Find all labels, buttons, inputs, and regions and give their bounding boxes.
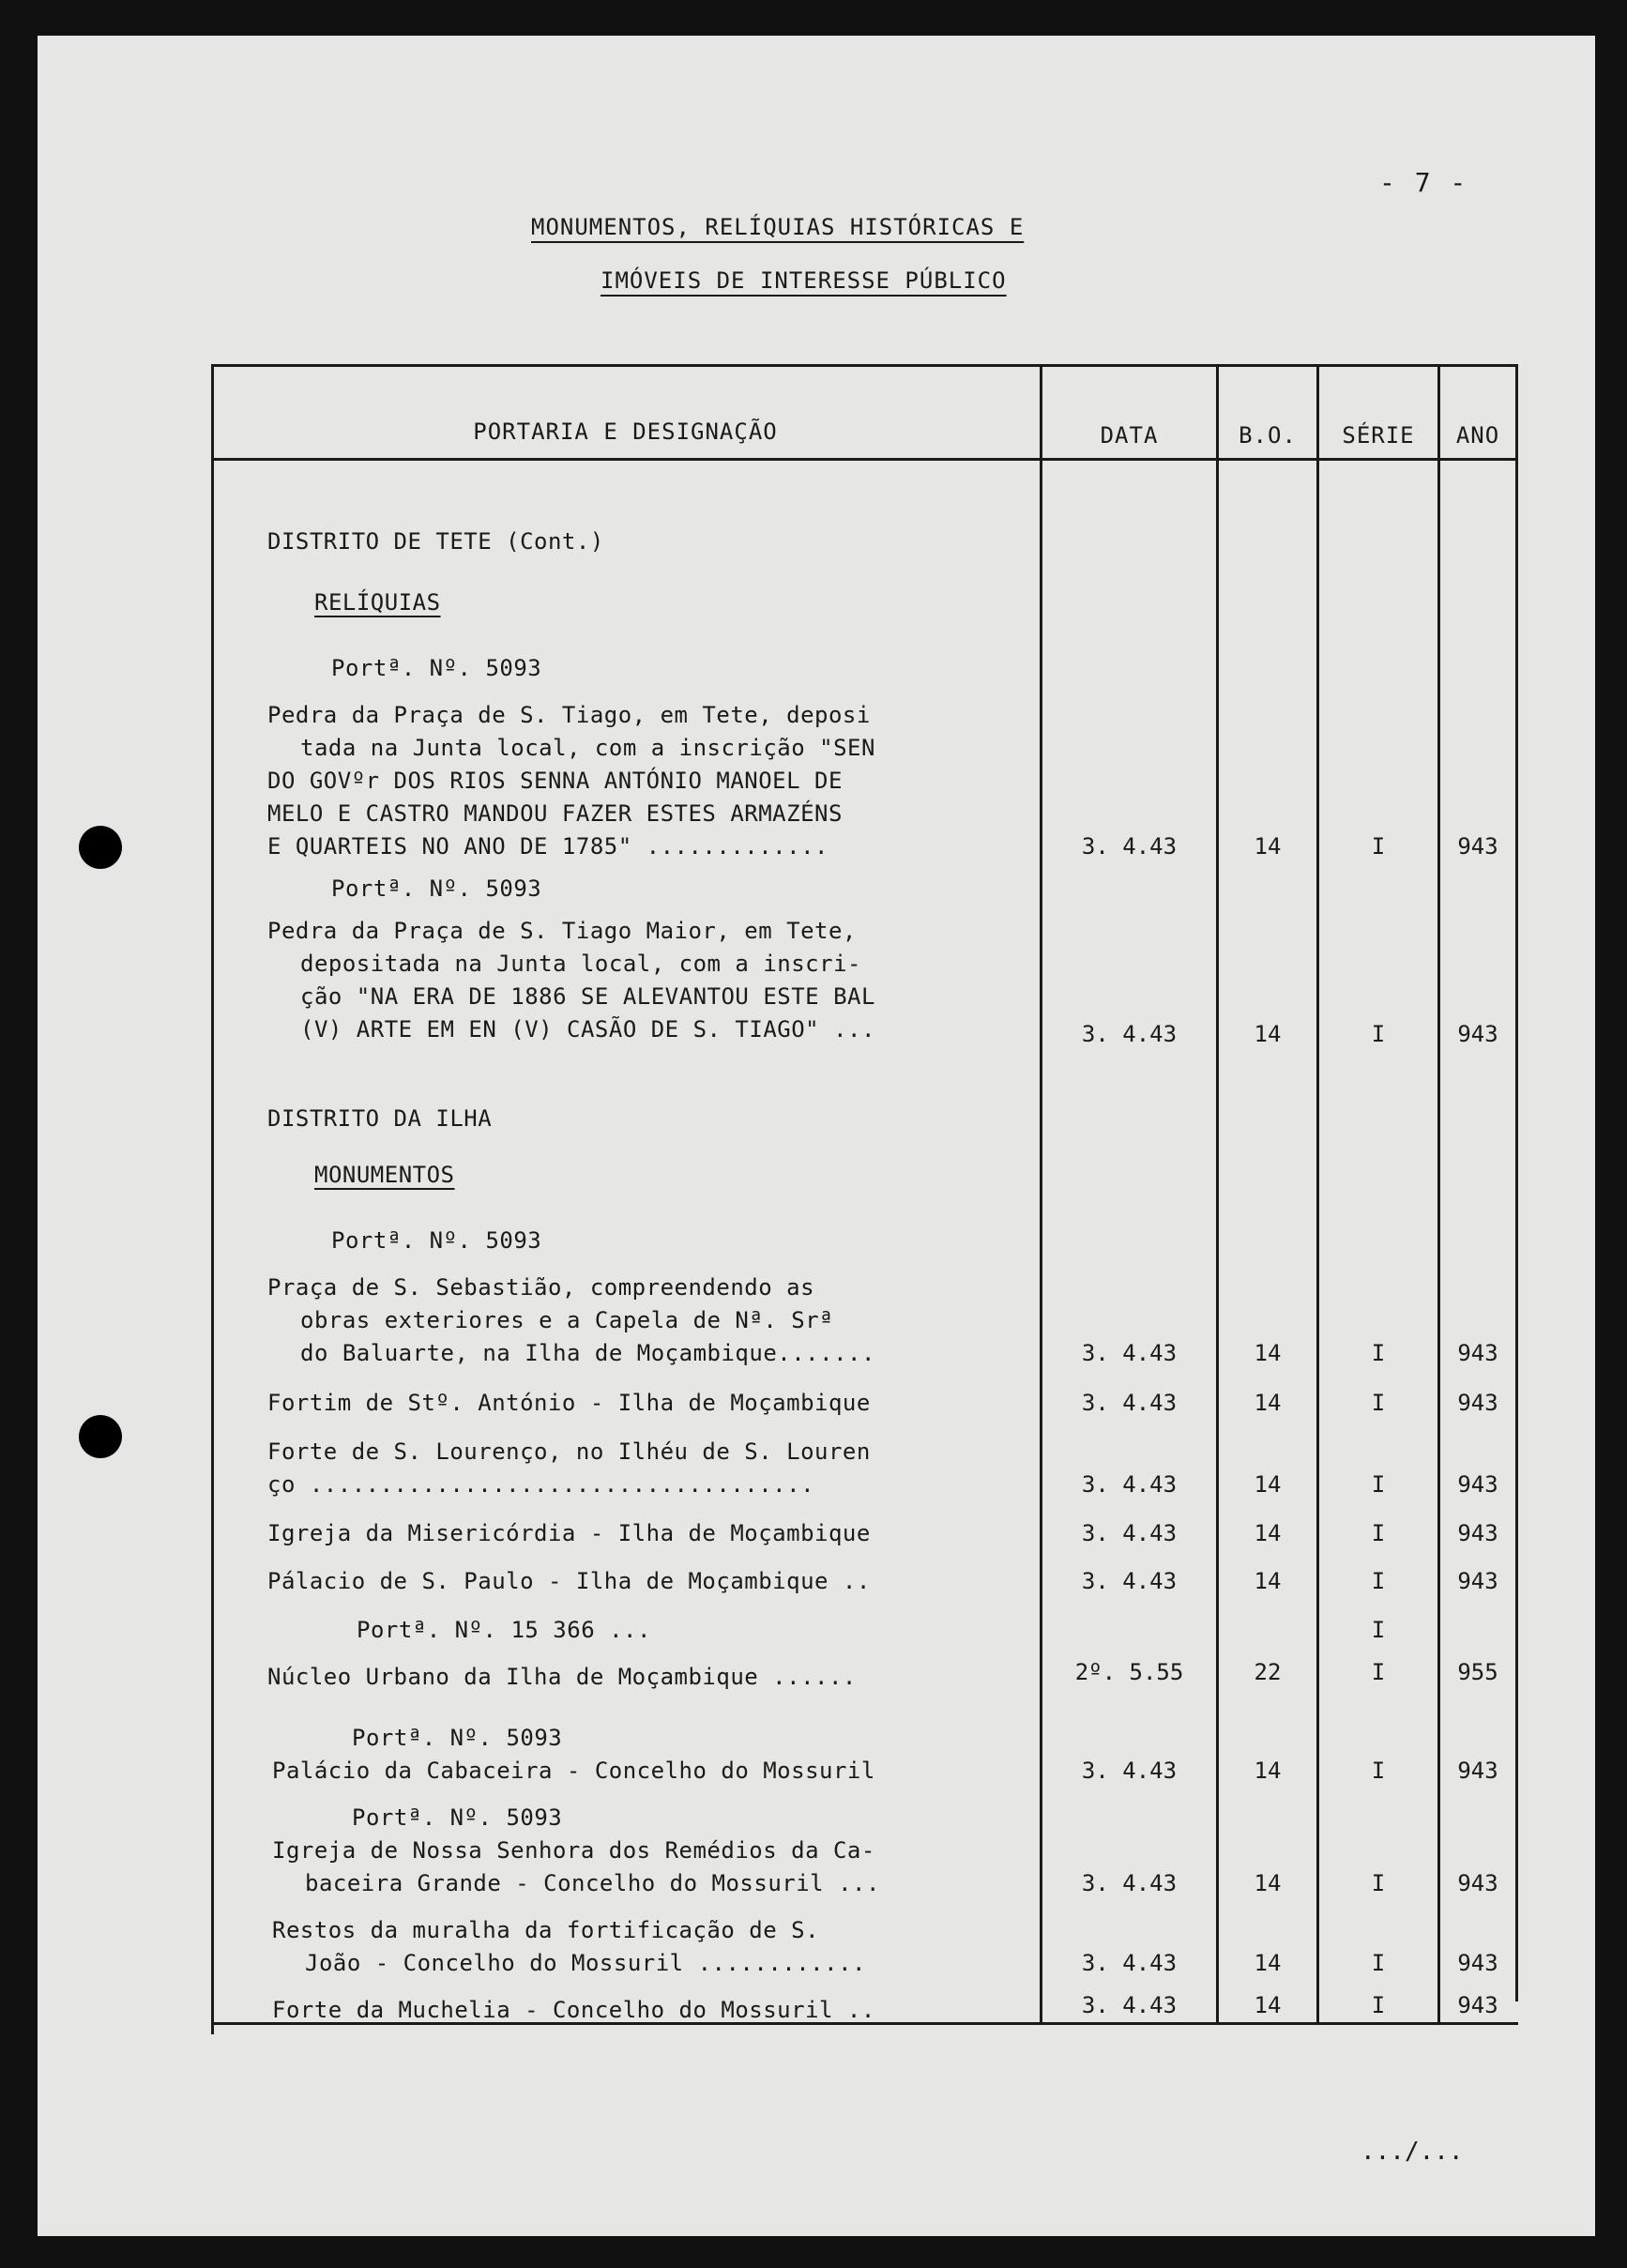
row-ano: 943 <box>1457 1950 1498 1976</box>
row-bo: 14 <box>1254 1870 1282 1896</box>
row-serie: I <box>1371 1870 1386 1896</box>
row-bo: 14 <box>1254 1992 1282 2018</box>
row-data: 3. 4.43 <box>1081 1520 1178 1546</box>
designation-line: Pedra da Praça de S. Tiago, em Tete, deposi <box>267 702 871 728</box>
row-serie: I <box>1371 1617 1386 1643</box>
row-serie: I <box>1371 1520 1386 1546</box>
row-serie: I <box>1371 1340 1386 1366</box>
row-ano: 943 <box>1457 1758 1498 1784</box>
portaria-line: Portª. Nº. 15 366 ... <box>357 1617 651 1643</box>
row-ano: 943 <box>1457 1992 1498 2018</box>
designation-line: Fortim de Stº. António - Ilha de Moçambique <box>267 1390 871 1416</box>
row-serie: I <box>1371 1758 1386 1784</box>
designation-line: ção "NA ERA DE 1886 SE ALEVANTOU ESTE BAL <box>300 983 875 1010</box>
row-ano: 943 <box>1457 1471 1498 1498</box>
page-title-line-1: MONUMENTOS, RELÍQUIAS HISTÓRICAS E <box>531 214 1025 240</box>
row-serie: I <box>1371 1568 1386 1594</box>
designation-line: E QUARTEIS NO ANO DE 1785" ............. <box>267 833 829 860</box>
row-serie: I <box>1371 833 1386 860</box>
row-ano: 943 <box>1457 1390 1498 1416</box>
designation-line: obras exteriores e a Capela de Nª. Srª <box>300 1307 834 1333</box>
designation-line: Palácio da Cabaceira - Concelho do Mossuril <box>272 1758 875 1784</box>
designation-line: Igreja da Misericórdia - Ilha de Moçambique <box>267 1520 871 1546</box>
row-serie: I <box>1371 1950 1386 1976</box>
row-data: 3. 4.43 <box>1081 833 1178 860</box>
designation-line: (V) ARTE EM EN (V) CASÃO DE S. TIAGO" ... <box>300 1016 875 1043</box>
row-serie: I <box>1371 1471 1386 1498</box>
section-heading: RELÍQUIAS <box>314 589 441 616</box>
designation-line: DO GOVºr DOS RIOS SENNA ANTÓNIO MANOEL DE <box>267 768 843 794</box>
designation-line: tada na Junta local, com a inscrição "SEN <box>300 735 875 761</box>
row-data: 2º. 5.55 <box>1074 1659 1184 1685</box>
row-bo: 14 <box>1254 1520 1282 1546</box>
row-data: 3. 4.43 <box>1081 1568 1178 1594</box>
row-serie: I <box>1371 1992 1386 2018</box>
designation-line: do Baluarte, na Ilha de Moçambique....... <box>300 1340 875 1366</box>
designation-line: baceira Grande - Concelho do Mossuril ... <box>305 1870 880 1896</box>
row-bo: 14 <box>1254 1471 1282 1498</box>
row-ano: 943 <box>1457 1021 1498 1047</box>
row-ano: 943 <box>1457 1520 1498 1546</box>
column-header-serie: SÉRIE <box>1342 422 1415 449</box>
portaria-line: Portª. Nº. 5093 <box>331 875 542 902</box>
row-serie: I <box>1371 1021 1386 1047</box>
row-serie: I <box>1371 1390 1386 1416</box>
row-ano: 955 <box>1457 1659 1498 1685</box>
row-bo: 22 <box>1254 1659 1282 1685</box>
designation-line: ço .................................... <box>267 1471 815 1498</box>
row-bo: 14 <box>1254 1568 1282 1594</box>
designation-line: Restos da muralha da fortificação de S. <box>272 1917 820 1943</box>
row-bo: 14 <box>1254 1021 1282 1047</box>
column-header-data: DATA <box>1100 422 1159 449</box>
row-data: 3. 4.43 <box>1081 1021 1178 1047</box>
row-bo: 14 <box>1254 1340 1282 1366</box>
portaria-line: Portª. Nº. 5093 <box>352 1725 563 1751</box>
punch-hole <box>79 1415 122 1458</box>
column-header-bo: B.O. <box>1239 422 1297 449</box>
continuation-mark: .../... <box>1361 2138 1464 2166</box>
row-bo: 14 <box>1254 1758 1282 1784</box>
row-ano: 943 <box>1457 833 1498 860</box>
row-data: 3. 4.43 <box>1081 1950 1178 1976</box>
row-bo: 14 <box>1254 833 1282 860</box>
designation-line: João - Concelho do Mossuril ............ <box>305 1950 866 1976</box>
designation-line: MELO E CASTRO MANDOU FAZER ESTES ARMAZÉNS <box>267 800 843 827</box>
row-bo: 14 <box>1254 1950 1282 1976</box>
designation-line: Pedra da Praça de S. Tiago Maior, em Tete, <box>267 918 857 944</box>
section-heading: MONUMENTOS <box>314 1162 455 1188</box>
row-data: 3. 4.43 <box>1081 1758 1178 1784</box>
page-number: - 7 - <box>1379 167 1468 198</box>
designation-line: Núcleo Urbano da Ilha de Moçambique ...... <box>267 1664 857 1690</box>
row-ano: 943 <box>1457 1340 1498 1366</box>
row-data: 3. 4.43 <box>1081 1471 1178 1498</box>
portaria-line: Portª. Nº. 5093 <box>331 1227 542 1254</box>
row-data: 3. 4.43 <box>1081 1992 1178 2018</box>
document-page <box>38 36 1595 2236</box>
row-data: 3. 4.43 <box>1081 1340 1178 1366</box>
column-header-ano: ANO <box>1455 422 1500 449</box>
designation-line: Forte da Muchelia - Concelho do Mossuril .. <box>272 1997 875 2023</box>
district-heading: DISTRITO DE TETE (Cont.) <box>267 528 604 555</box>
designation-line: Forte de S. Lourenço, no Ilhéu de S. Louren <box>267 1438 871 1465</box>
page-title-line-2: IMÓVEIS DE INTERESSE PÚBLICO <box>601 267 1007 294</box>
designation-line: Praça de S. Sebastião, compreendendo as <box>267 1274 815 1301</box>
portaria-line: Portª. Nº. 5093 <box>331 655 542 681</box>
district-heading: DISTRITO DA ILHA <box>267 1105 493 1132</box>
row-data: 3. 4.43 <box>1081 1870 1178 1896</box>
monuments-table <box>211 364 1518 2034</box>
punch-hole <box>79 826 122 869</box>
row-data: 3. 4.43 <box>1081 1390 1178 1416</box>
portaria-line: Portª. Nº. 5093 <box>352 1804 563 1831</box>
row-ano: 943 <box>1457 1870 1498 1896</box>
row-bo: 14 <box>1254 1390 1282 1416</box>
row-ano: 943 <box>1457 1568 1498 1594</box>
column-header-portaria: PORTARIA E DESIGNAÇÃO <box>473 419 778 445</box>
designation-line: depositada na Junta local, com a inscri- <box>300 951 861 977</box>
designation-line: Igreja de Nossa Senhora dos Remédios da Ca- <box>272 1837 875 1864</box>
row-serie: I <box>1371 1659 1386 1685</box>
designation-line: Pálacio de S. Paulo - Ilha de Moçambique .. <box>267 1568 871 1594</box>
